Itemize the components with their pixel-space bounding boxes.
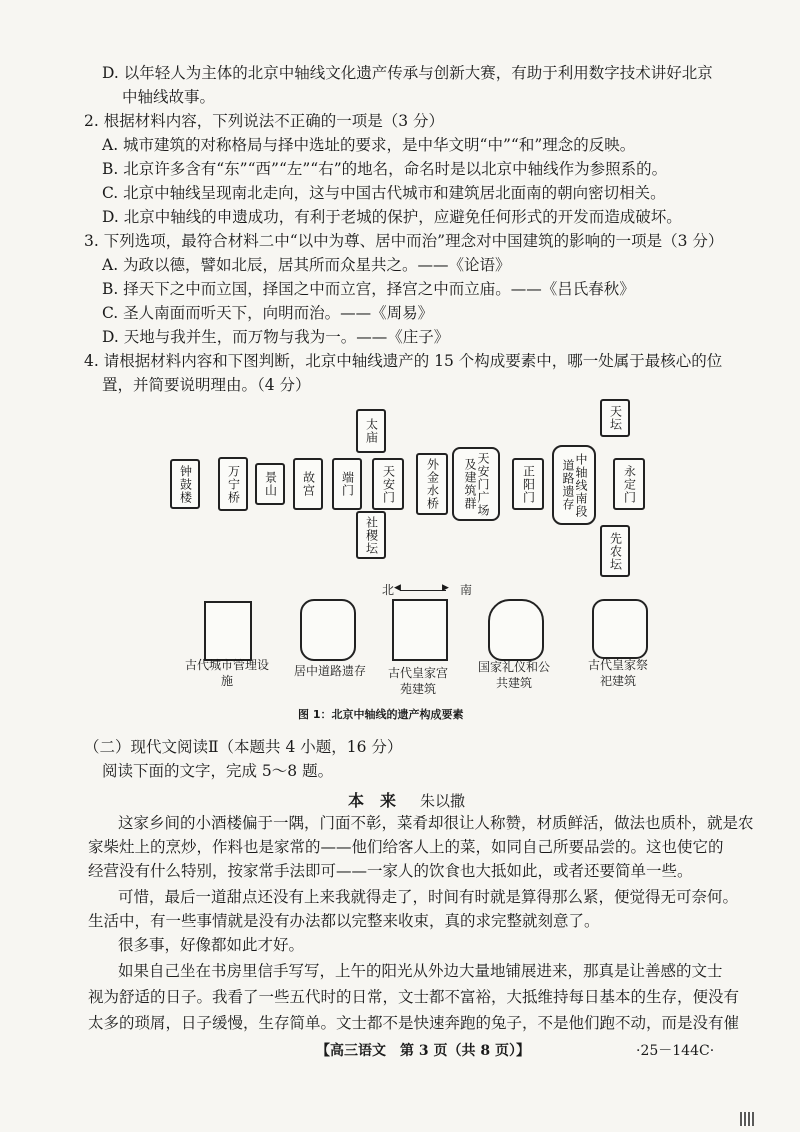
q4-stem-line2: 置，并简要说明理由。（4 分） bbox=[102, 376, 311, 394]
category-box-imperial-palace bbox=[392, 599, 448, 661]
category-label-city-management: 古代城市管理设施 bbox=[184, 658, 269, 688]
arrow-right-head: ▶ bbox=[442, 583, 449, 593]
q1-option-d-line2: 中轴线故事。 bbox=[122, 88, 216, 106]
category-label-central-road: 居中道路遗存 bbox=[293, 664, 366, 678]
arrow-left-head: ◀ bbox=[394, 583, 401, 593]
essay-p4-line2: 视为舒适的日子。我看了一些五代时的日常，文士都不富裕，大抵维持每日基本的生存，便没有 bbox=[88, 988, 740, 1006]
footer-code: ·25－144C· bbox=[636, 1043, 715, 1059]
direction-arrow bbox=[400, 590, 446, 591]
essay-p1-line2: 家柴灶上的烹炒，作料也是家常的——他们给客人上的菜，如同自己所要品尝的。这也使它的 bbox=[88, 838, 724, 856]
element-duanmen: 端门 bbox=[332, 458, 362, 510]
category-label-imperial-sacrificial: 古代皇家祭祀建筑 bbox=[587, 658, 648, 688]
q1-option-d-line1: D. 以年轻人为主体的北京中轴线文化遗产传承与创新大赛，有助于利用数字技术讲好北京 bbox=[102, 64, 713, 82]
essay-p1-line3: 经营没有什么特别，按家常手法即可——一家人的饮食也大抵如此，或者还要简单一些。 bbox=[88, 862, 693, 880]
section2-instruction: 阅读下面的文字，完成 5～8 题。 bbox=[102, 762, 334, 780]
north-label: 北 bbox=[382, 583, 395, 597]
essay-p4-line1: 如果自己坐在书房里信手写写，上午的阳光从外边大量地铺展进来，那真是让善感的文士 bbox=[118, 962, 723, 980]
category-label-national-ceremonial: 国家礼仪和公共建筑 bbox=[478, 660, 551, 690]
element-tiantan: 天坛 bbox=[600, 399, 630, 437]
figure-caption: 图 1：北京中轴线的遗产构成要素 bbox=[298, 708, 464, 721]
element-shejitan: 社稷坛 bbox=[356, 511, 386, 559]
essay-p1-line1: 这家乡间的小酒楼偏于一隅，门面不彰，菜肴却很让人称赞，材质鲜活，做法也质朴，就是农 bbox=[118, 814, 754, 832]
element-xiannongtan: 先农坛 bbox=[600, 525, 630, 577]
element-wanningqiao: 万宁桥 bbox=[218, 457, 248, 511]
element-jingshan: 景山 bbox=[255, 463, 285, 505]
axis-heritage-diagram bbox=[160, 395, 660, 725]
q4-stem-line1: 4. 请根据材料内容和下图判断，北京中轴线遗产的 15 个构成要素中，哪一处属于最核心的位 bbox=[84, 352, 723, 370]
essay-p2-line1: 可惜，最后一道甜点还没有上来我就得走了，时间有时就是算得那么紧，便觉得无可奈何。 bbox=[118, 888, 739, 906]
q3-option-a: A. 为政以德，譬如北辰，居其所而众星共之。——《论语》 bbox=[102, 256, 511, 274]
essay-p4-line3: 太多的琐屑，日子缓慢，生存简单。文士都不是快速奔跑的兔子，不是他们跑不动，而是没有催 bbox=[88, 1014, 740, 1032]
q2-option-c: C. 北京中轴线呈现南北走向，这与中国古代城市和建筑居北面南的朝向密切相关。 bbox=[102, 184, 666, 202]
category-box-imperial-sacrificial bbox=[592, 599, 648, 659]
footer-page-info: 【高三语文 第 3 页（共 8 页）】 bbox=[316, 1043, 530, 1059]
essay-p2-line2: 生活中，有一些事情就是没有办法都以完整来收束，真的求完整就刻意了。 bbox=[88, 912, 600, 930]
category-box-city-management bbox=[204, 601, 252, 661]
q2-option-b: B. 北京许多含有“东”“西”“左”“右”的地名，命名时是以北京中轴线作为参照系的。 bbox=[102, 160, 668, 178]
element-south-axis-road: 中轴线南段道路遗存 bbox=[552, 445, 596, 525]
element-tiananmen: 天安门 bbox=[372, 458, 404, 510]
qr-code-icon bbox=[740, 1112, 754, 1126]
category-box-central-road bbox=[300, 599, 356, 661]
essay-p3: 很多事，好像都如此才好。 bbox=[118, 936, 305, 954]
q2-option-a: A. 城市建筑的对称格局与择中选址的要求，是中华文明“中”“和”理念的反映。 bbox=[102, 136, 636, 154]
element-zhonggulou: 钟鼓楼 bbox=[170, 459, 200, 509]
element-taimiao: 太庙 bbox=[356, 409, 386, 453]
q3-option-b: B. 择天下之中而立国，择国之中而立宫，择宫之中而立庙。——《吕氏春秋》 bbox=[102, 280, 635, 298]
q2-stem: 2. 根据材料内容，下列说法不正确的一项是（3 分） bbox=[84, 112, 445, 130]
south-label: 南 bbox=[460, 583, 473, 597]
q2-option-d: D. 北京中轴线的申遗成功，有利于老城的保护，应避免任何形式的开发而造成破坏。 bbox=[102, 208, 682, 226]
category-label-imperial-palace: 古代皇家宫苑建筑 bbox=[387, 666, 448, 696]
q3-option-d: D. 天地与我并生，而万物与我为一。——《庄子》 bbox=[102, 328, 450, 346]
essay-author: 朱以撒 bbox=[420, 792, 466, 810]
element-zhengyangmen: 正阳门 bbox=[512, 458, 544, 510]
element-gugong: 故宫 bbox=[293, 458, 323, 510]
element-waijinshuiqiao: 外金水桥 bbox=[416, 453, 448, 515]
essay-title: 本 来 bbox=[348, 791, 397, 810]
q3-stem: 3. 下列选项，最符合材料二中“以中为尊、居中而治”理念对中国建筑的影响的一项是（3 分） bbox=[84, 232, 724, 250]
element-tiananmen-square: 天安门广场及建筑群 bbox=[452, 447, 500, 521]
element-yongdingmen: 永定门 bbox=[613, 458, 645, 510]
category-box-national-ceremonial bbox=[488, 599, 544, 661]
q3-option-c: C. 圣人南面而听天下，向明而治。——《周易》 bbox=[102, 304, 434, 322]
section2-heading: （二）现代文阅读Ⅱ（本题共 4 小题，16 分） bbox=[84, 738, 403, 756]
